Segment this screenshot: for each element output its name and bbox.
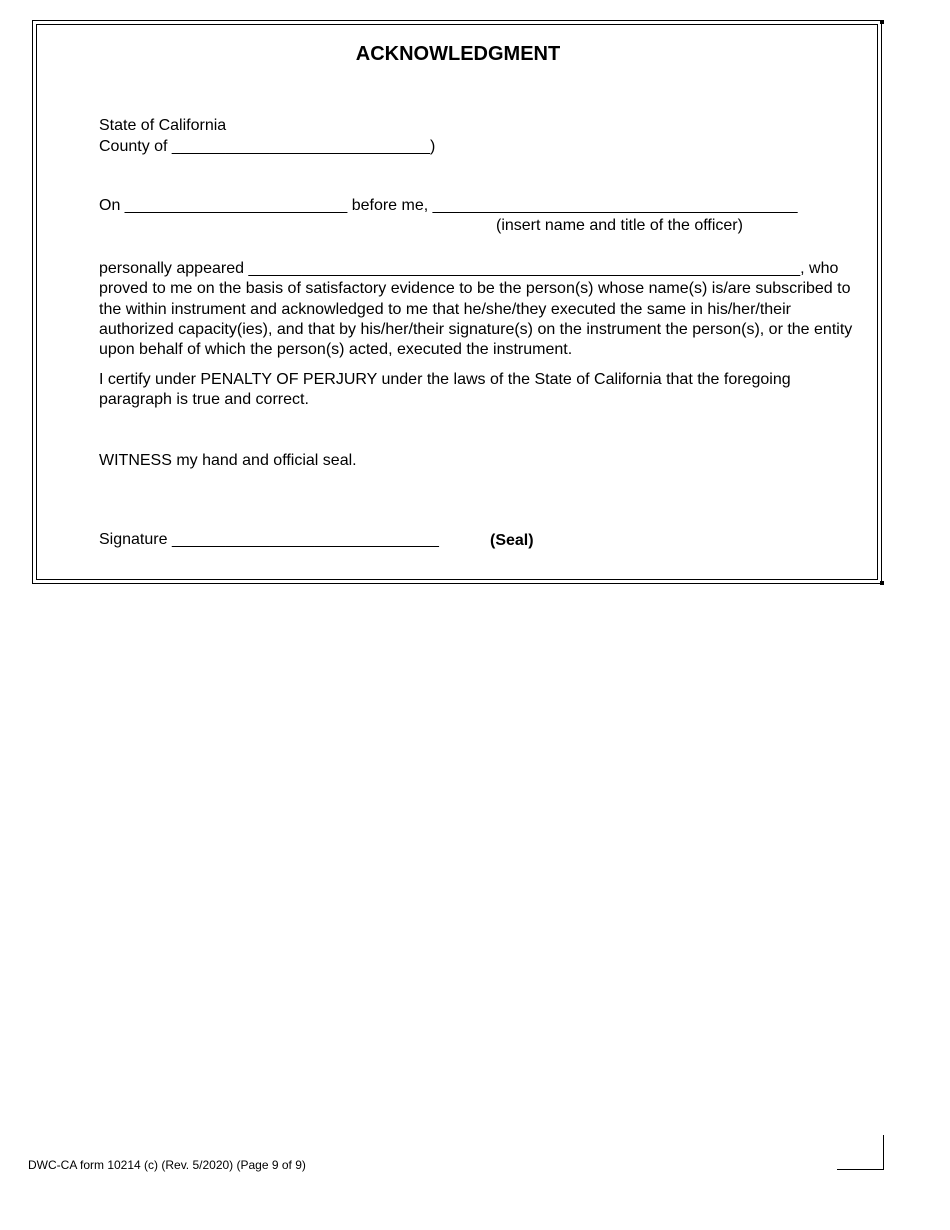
corner-bracket-horizontal bbox=[837, 1169, 884, 1170]
certify-paragraph: I certify under PENALTY OF PERJURY under the laws of the State of California that the foregoing paragraph is true and correct. bbox=[99, 371, 791, 409]
state-line: State of California bbox=[99, 117, 227, 134]
county-line: County of _____________________________) bbox=[99, 138, 436, 155]
corner-mark-bottom-right bbox=[880, 581, 884, 585]
seal-label: (Seal) bbox=[490, 532, 534, 549]
witness-line: WITNESS my hand and official seal. bbox=[99, 452, 357, 469]
corner-bracket-vertical bbox=[883, 1135, 884, 1170]
appeared-paragraph: personally appeared ______________________________________________________________, who proved to me on the basis of satisfactory evidence to be the person(s) whose name(s) is/are subscribed to the within instrument and acknowledged to me that he/she/they executed the same in his/her/their authorized capacity(ies), and that by his/her/their signature(s) on the instrument the person(s), or the entity upon behalf of which the person(s) acted, executed the instrument. bbox=[99, 260, 853, 359]
officer-note: (insert name and title of the officer) bbox=[496, 217, 743, 234]
footer-form-id: DWC-CA form 10214 (c) (Rev. 5/2020) (Page 9 of 9) bbox=[28, 1158, 306, 1172]
on-date-officer-line: On _________________________ before me, _________________________________________ bbox=[99, 197, 798, 214]
page-title: ACKNOWLEDGMENT bbox=[355, 43, 561, 65]
signature-line: Signature ______________________________ bbox=[99, 531, 439, 548]
corner-mark-top-right bbox=[880, 20, 884, 24]
